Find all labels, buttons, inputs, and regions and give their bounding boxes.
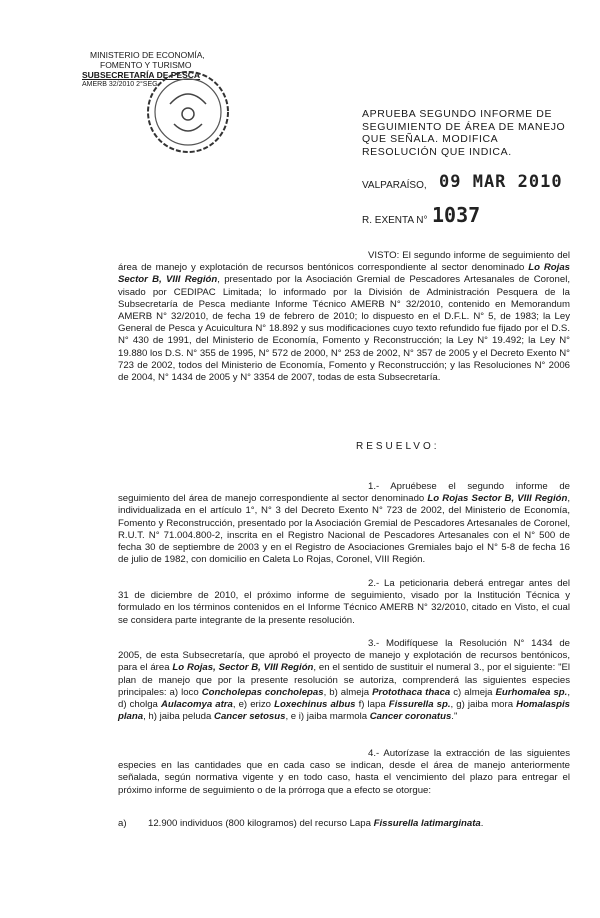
exenta-label: R. EXENTA N°	[362, 215, 428, 226]
subsecretaria-name: SUBSECRETARÍA DE PESCA	[82, 70, 201, 80]
species-name: Eurhomalea sp.	[495, 686, 568, 698]
article-4: 4.- Autorízase la extracción de las siguientes especies en las cantidades que en cada caso se indican, desde el área de manejo anteriormente señalada, según normativa vigente y en todo caso, hasta el vencimiento del plazo para entregar el próximo informe de seguimiento o de la prórroga que a efecto se otorgue:	[118, 748, 571, 796]
ministry-name: MINISTERIO DE ECONOMÍA,	[90, 50, 205, 60]
species-name: Fissurella latimarginata	[373, 818, 481, 829]
sector-name: Lo Rojas, Sector B, VIII Región	[172, 662, 314, 674]
document-title: APRUEBA SEGUNDO INFORME DE SEGUIMIENTO DE ÁREA DE MANEJO QUE SEÑALA. MODIFICA RESOLUCIÓN QUE INDICA.	[362, 108, 566, 158]
sector-name: Lo Rojas Sector B, VIII Región	[118, 262, 571, 286]
species-name: Homalaspis plana	[118, 699, 570, 723]
species-name: Cancer setosus	[214, 711, 286, 723]
species-name: Loxechinus albus	[274, 699, 356, 711]
exenta-number-stamp: 1037	[432, 203, 481, 227]
official-seal-stamp-icon	[140, 64, 236, 160]
reference-code: AMERB 32/2010 2°SEG	[82, 81, 158, 88]
visto-paragraph: VISTO: El segundo informe de seguimiento del área de manejo y explotación de recursos bentónicos correspondiente al sector denominado Lo Rojas Sector B, VIII Región, presentado por la Asociación Gremial de Pescadores Artesanales de Coronel, visado por CEDIPAC Limitada; lo informado por la División de Administración Pesquera de la Subsecretaría de Pesca mediante Informe Técnico AMERB N° 32/2010, contenido en Memorandum AMERB N° 32/2010, de fecha 19 de febrero de 2010; lo dispuesto en el D.F.L. N° 5, de 1983; la Ley General de Pesca y Acuicultura N° 18.892 y sus modificaciones cuyo texto refundido fue fijado por el D.S. N° 430 de 1991, del Ministerio de Economía, Fomento y Reconstrucción; la Ley N° 19.492; la Ley N° 19.880 los D.S. N° 355 de 1995, N° 572 de 2000, N° 253 de 2002, N° 357 de 2005 y el Decreto Exento N° 723 de 2002, todos del Ministerio de Economía, Fomento y Reconstrucción; y las Resoluciones N° 2006 de 2004, N° 1434 de 2005 y N° 3354 de 2007, todas de esta Subsecretaría.	[118, 250, 571, 384]
species-name: Aulacomya atra	[160, 699, 233, 711]
species-name: Fissurella sp.	[388, 699, 451, 711]
list-item: a) 12.900 individuos (800 kilogramos) del recurso Lapa Fissurella latimarginata.	[118, 818, 484, 829]
article-3: 3.- Modifíquese la Resolución N° 1434 de 2005, de esta Subsecretaría, que aprobó el proyecto de manejo y explotación de recursos bentónicos, para el área Lo Rojas, Sector B, VIII Región, en el sentido de sustituir el numeral 3., por el siguiente: "El plan de manejo que por la presente resolución se autoriza, comprenderá las siguientes especies principales: a) loco Concholepas concholepas, b) almeja Protothaca thaca c) almeja Eurhomalea sp., d) cholga Aulacomya atra, e) erizo Loxechinus albus f) lapa Fissurella sp., g) jaiba mora Homalaspis plana, h) jaiba peluda Cancer setosus, e i) jaiba marmola Cancer coronatus."	[118, 638, 570, 723]
list-marker: a)	[118, 818, 127, 829]
species-name: Concholepas concholepas	[201, 686, 324, 698]
species-name: Cancer coronatus	[369, 711, 452, 723]
article-2: 2.- La peticionaria deberá entregar antes del 31 de diciembre de 2010, el próximo informe de seguimiento, visado por la Institución Técnica y formulado en los términos contenidos en el Informe Técnico AMERB N° 32/2010, citado en Visto, el cual se considera parte integrante de la presente resolución.	[118, 578, 570, 626]
ministry-name-line2: FOMENTO Y TURISMO	[100, 60, 192, 70]
visto-lead: VISTO: El segundo informe de seguimiento	[368, 250, 555, 261]
sector-name: Lo Rojas Sector B, VIII Región	[427, 493, 568, 505]
species-name: Protothaca thaca	[372, 686, 451, 698]
resuelvo-heading: RESUELVO:	[356, 441, 440, 452]
place-label: VALPARAÍSO,	[362, 180, 427, 191]
date-stamp: 09 MAR 2010	[439, 172, 563, 192]
article-1: 1.- Apruébese el segundo informe de seguimiento del área de manejo correspondiente al sector denominado Lo Rojas Sector B, VIII Región, individualizada en el artículo 1°, N° 3 del Decreto Exento N° 723 de 2002, del Ministerio de Economía, Fomento y Reconstrucción, presentado por la Asociación Gremial de Pescadores Artesanales de Coronel, R.U.T. N° 71.004.800-2, inscrita en el Registro Nacional de Pescadores Artesanales con el N° 500 de fecha 30 de septiembre de 2003 y en el Registro de Asociaciones Gremiales bajo el N° 5-8 de fecha 16 de julio de 1982, con domicilio en Caleta Lo Rojas, Coronel, VIII Región.	[118, 481, 571, 566]
